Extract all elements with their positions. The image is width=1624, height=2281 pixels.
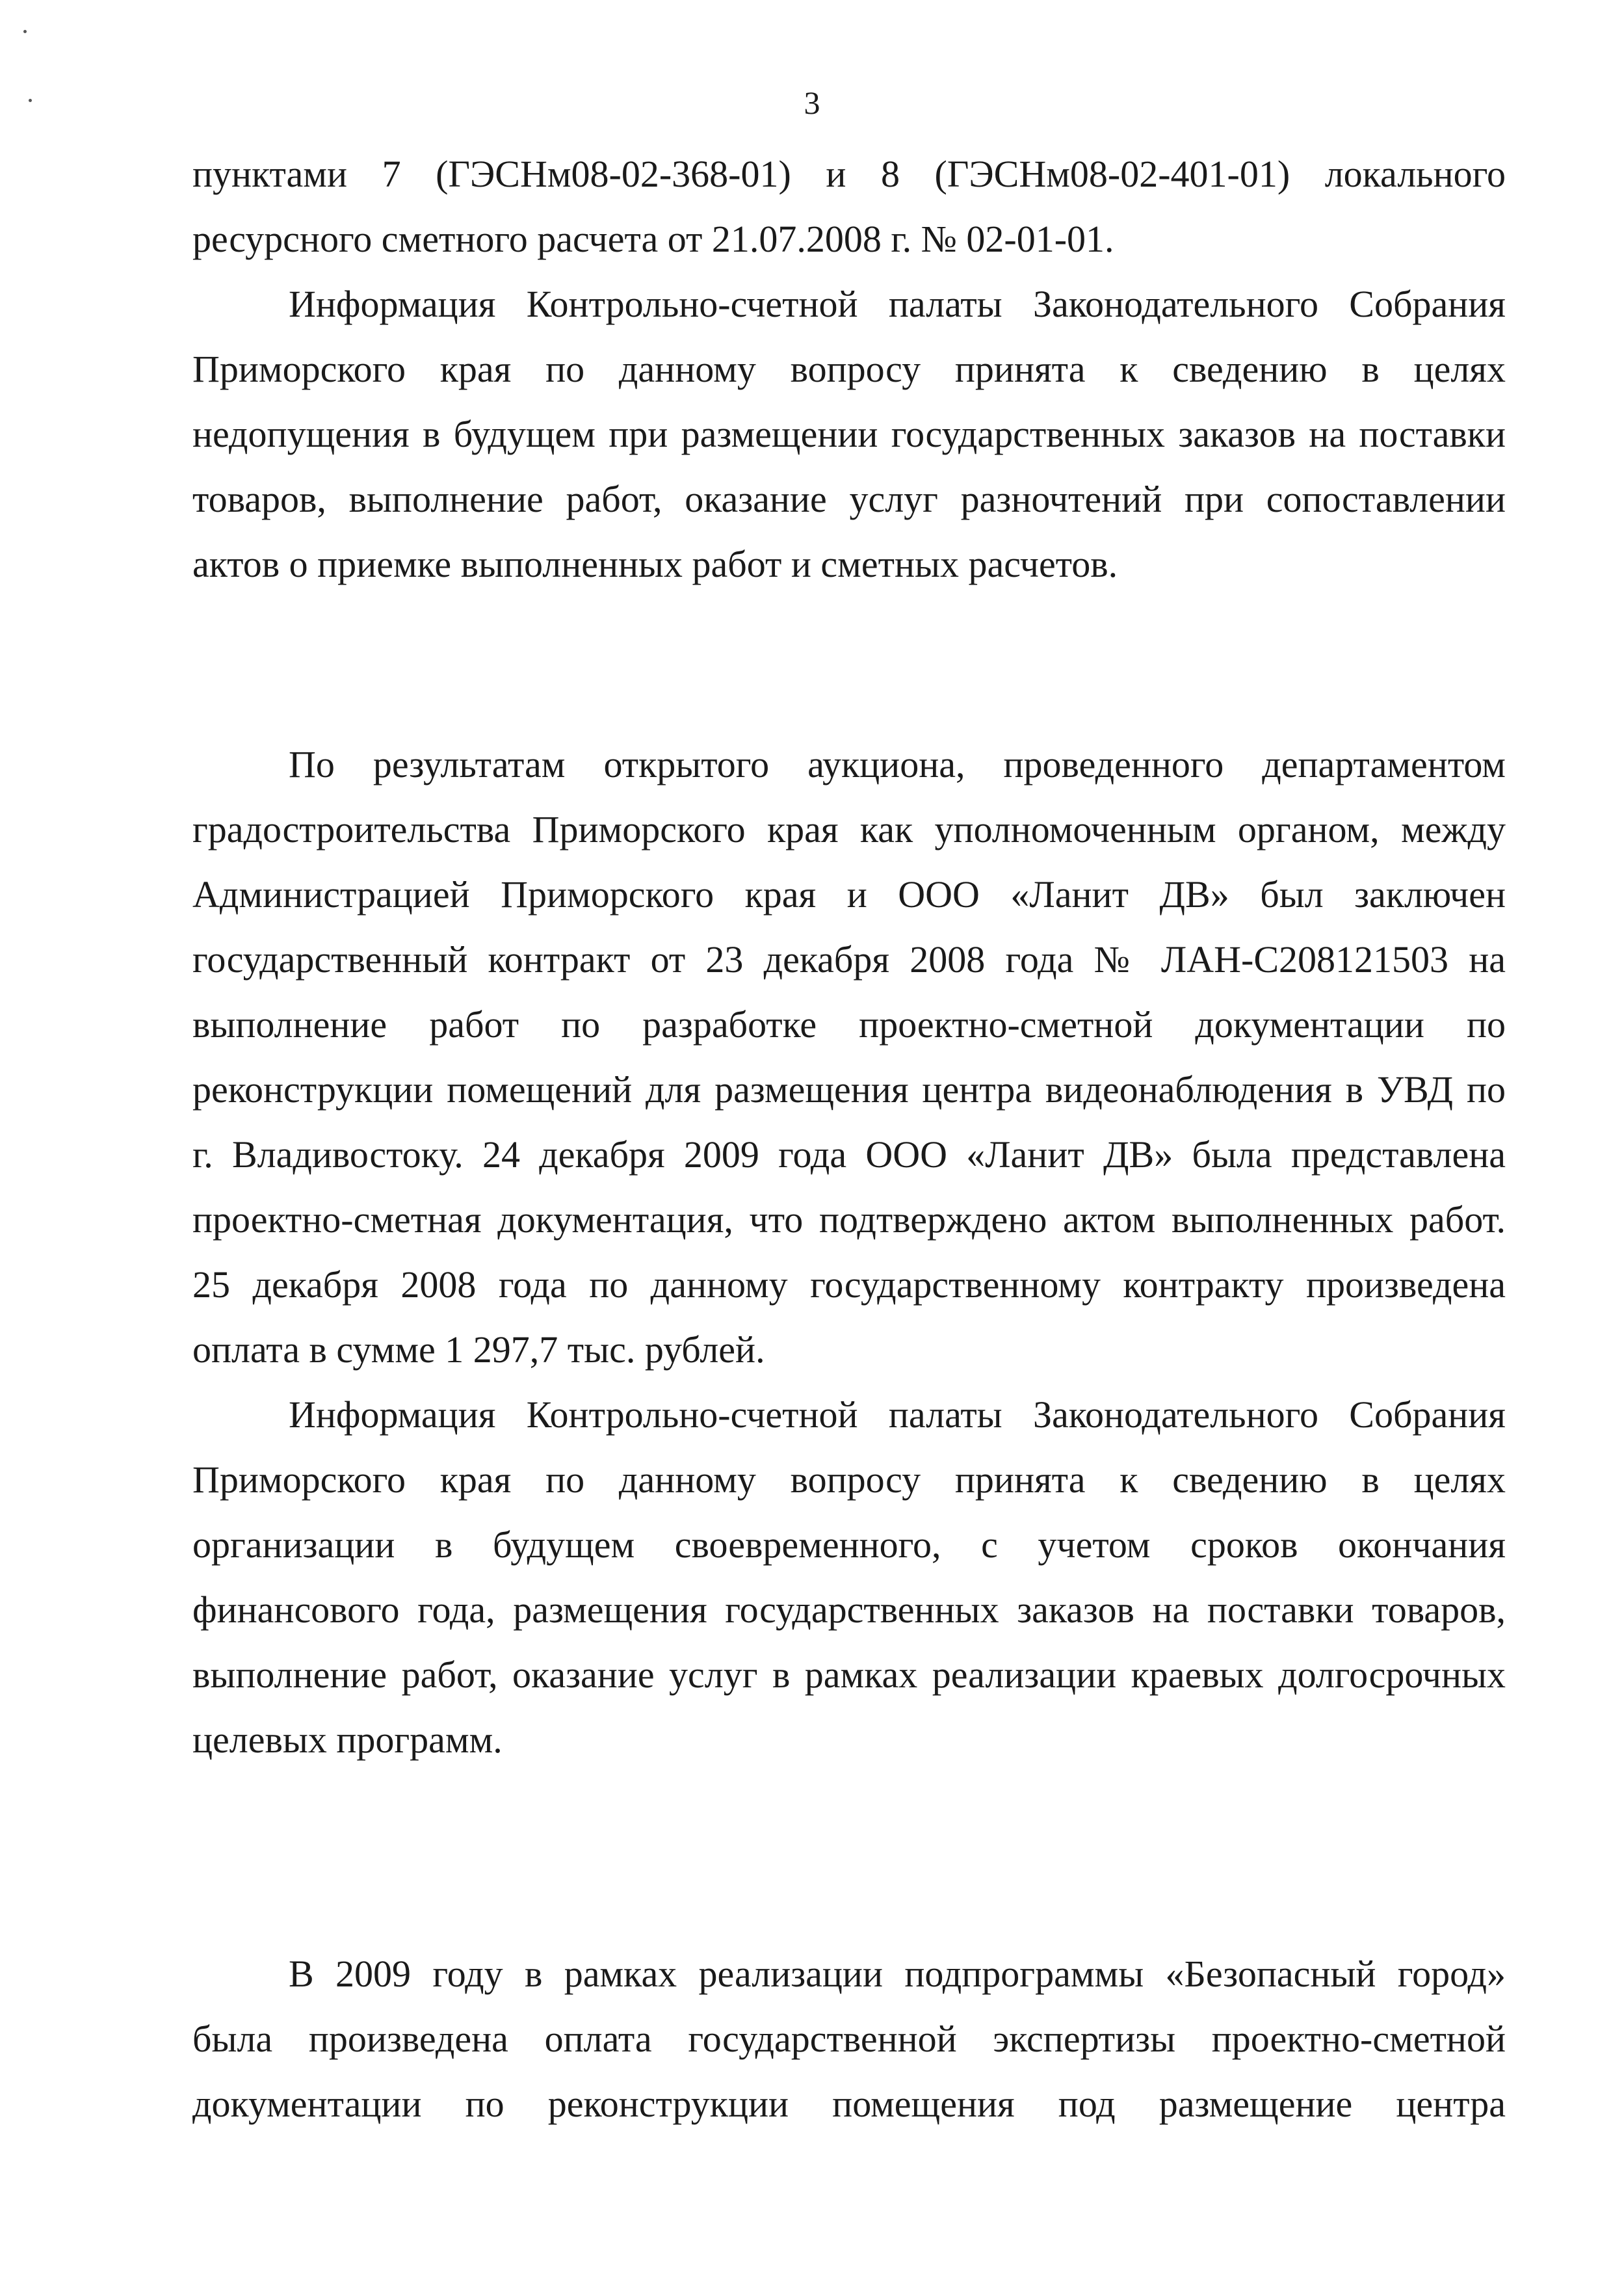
text-line: градостроительства Приморского края как уполномоченным органом, между [192, 808, 1506, 850]
scan-artifact-dot [23, 30, 27, 33]
text-line: реконструкции помещений для размещения центра видеонаблюдения в УВД по [192, 1068, 1506, 1111]
text-line: В 2009 году в рамках реализации подпрограммы «Безопасный город» [289, 1953, 1506, 1995]
text-line: Приморского края по данному вопросу принята к сведению в целях [192, 348, 1506, 390]
text-block-2 [192, 732, 1506, 1773]
text-line: организации в будущем своевременного, с учетом сроков окончания [192, 1523, 1506, 1566]
text-line: проектно-сметная документация, что подтверждено актом выполненных работ. [192, 1198, 1506, 1241]
text-line: оплата в сумме 1 297,7 тыс. рублей. [192, 1328, 765, 1371]
text-line: целевых программ. [192, 1719, 503, 1761]
text-line: 25 декабря 2008 года по данному государственному контракту произведена [192, 1263, 1506, 1306]
text-line: выполнение работ по разработке проектно-сметной документации по [192, 1003, 1506, 1046]
text-line: актов о приемке выполненных работ и сметных расчетов. [192, 543, 1118, 585]
text-line: г. Владивостоку. 24 декабря 2009 года ООО «Ланит ДВ» была представлена [192, 1133, 1506, 1176]
text-line: недопущения в будущем при размещении государственных заказов на поставки [192, 413, 1506, 455]
text-line: товаров, выполнение работ, оказание услуг разночтений при сопоставлении [192, 478, 1506, 520]
text-line: государственный контракт от 23 декабря 2008 года № ЛАН-С208121503 на [192, 938, 1506, 981]
text-line: финансового года, размещения государственных заказов на поставки товаров, [192, 1589, 1506, 1631]
text-line: пунктами 7 (ГЭСНм08-02-368-01) и 8 (ГЭСНм08-02-401-01) локального [192, 153, 1506, 195]
text-block-1 [192, 142, 1506, 597]
text-line: Администрацией Приморского края и ООО «Ланит ДВ» был заключен [192, 873, 1506, 916]
text-line: документации по реконструкции помещения под размещение центра [192, 2083, 1506, 2125]
page-number: 3 [804, 85, 820, 121]
text-line: ресурсного сметного расчета от 21.07.2008 г. № 02-01-01. [192, 218, 1114, 260]
text-block-3 [192, 1942, 1506, 2137]
text-line: была произведена оплата государственной экспертизы проектно-сметной [192, 2018, 1506, 2060]
text-line: По результатам открытого аукциона, проведенного департаментом [289, 743, 1506, 785]
text-line: Приморского края по данному вопросу принята к сведению в целях [192, 1458, 1506, 1501]
text-line: Информация Контрольно-счетной палаты Законодательного Собрания [289, 283, 1506, 325]
text-line: Информация Контрольно-счетной палаты Законодательного Собрания [289, 1393, 1506, 1436]
text-line: выполнение работ, оказание услуг в рамках реализации краевых долгосрочных [192, 1654, 1506, 1696]
